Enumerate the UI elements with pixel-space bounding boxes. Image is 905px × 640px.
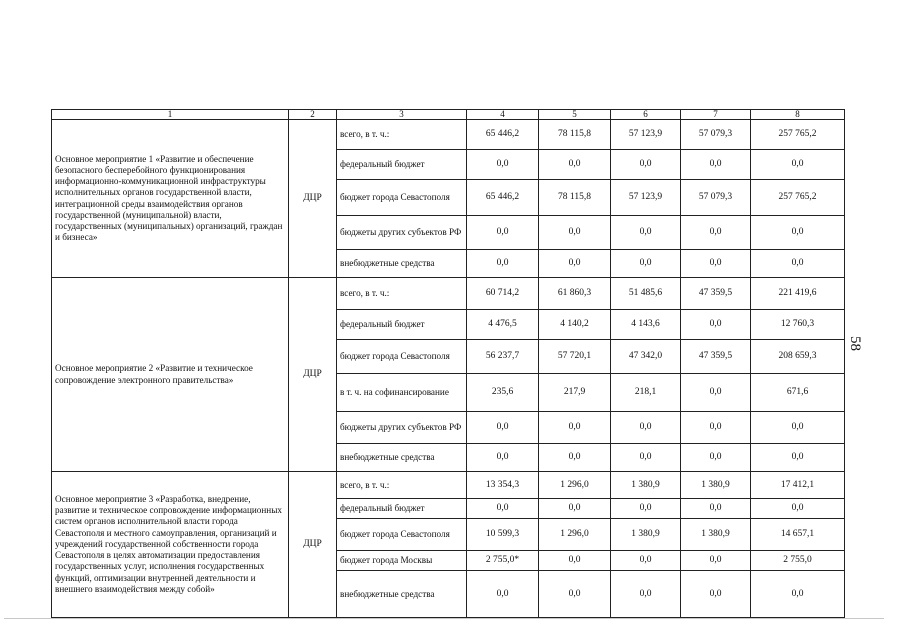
- funding-source: бюджет города Севастополя: [337, 519, 467, 551]
- value-cell: 218,1: [611, 374, 681, 412]
- value-cell: 0,0: [539, 571, 611, 618]
- value-cell: 0,0: [751, 499, 845, 519]
- value-cell: 208 659,3: [751, 340, 845, 374]
- funding-source: бюджет города Севастополя: [337, 180, 467, 216]
- value-cell: 0,0: [539, 150, 611, 180]
- value-cell: 0,0: [467, 499, 539, 519]
- value-cell: 0,0: [539, 444, 611, 472]
- funding-source: бюджеты других субъектов РФ: [337, 216, 467, 250]
- value-cell: 0,0: [681, 310, 751, 340]
- value-cell: 47 359,5: [681, 340, 751, 374]
- activity-name: Основное мероприятие 1 «Развитие и обеспечение безопасного бесперебойного функционирования информационно-коммуникационной инфраструктуры исполнительных органов государственной власти, интеграционной среды взаимодействия органов государственной (муниципальной) власти, государственных (муниципальных) организаций, граждан и бизнеса»: [52, 120, 289, 278]
- page-number: 58: [847, 336, 863, 351]
- activity-name: Основное мероприятие 2 «Развитие и техническое сопровождение электронного правительства»: [52, 278, 289, 472]
- executor-cell: ДЦР: [289, 278, 337, 472]
- value-cell: 56 237,7: [467, 340, 539, 374]
- value-cell: 1 380,9: [611, 472, 681, 499]
- column-number: 5: [539, 110, 611, 120]
- value-cell: 0,0: [681, 150, 751, 180]
- value-cell: 78 115,8: [539, 120, 611, 150]
- value-cell: 0,0: [611, 250, 681, 278]
- column-number: 7: [681, 110, 751, 120]
- value-cell: 12 760,3: [751, 310, 845, 340]
- value-cell: 0,0: [681, 551, 751, 571]
- value-cell: 0,0: [751, 444, 845, 472]
- funding-source: всего, в т. ч.:: [337, 120, 467, 150]
- budget-table-page: [51, 109, 845, 618]
- value-cell: 47 359,5: [681, 278, 751, 310]
- table-row: [52, 278, 845, 310]
- column-number: 2: [289, 110, 337, 120]
- budget-table: [51, 109, 845, 618]
- value-cell: 57 079,3: [681, 120, 751, 150]
- value-cell: 57 079,3: [681, 180, 751, 216]
- value-cell: 0,0: [539, 412, 611, 444]
- value-cell: 1 380,9: [611, 519, 681, 551]
- value-cell: 0,0: [467, 216, 539, 250]
- value-cell: 0,0: [539, 551, 611, 571]
- value-cell: 0,0: [681, 412, 751, 444]
- value-cell: 0,0: [681, 374, 751, 412]
- funding-source: всего, в т. ч.:: [337, 472, 467, 499]
- value-cell: 13 354,3: [467, 472, 539, 499]
- value-cell: 51 485,6: [611, 278, 681, 310]
- funding-source: внебюджетные средства: [337, 250, 467, 278]
- value-cell: 2 755,0: [751, 551, 845, 571]
- column-number: 4: [467, 110, 539, 120]
- value-cell: 217,9: [539, 374, 611, 412]
- value-cell: 14 657,1: [751, 519, 845, 551]
- value-cell: 0,0: [467, 412, 539, 444]
- executor-cell: ДЦР: [289, 472, 337, 618]
- table-row: [52, 120, 845, 150]
- column-number: 8: [751, 110, 845, 120]
- value-cell: 257 765,2: [751, 120, 845, 150]
- funding-source: федеральный бюджет: [337, 150, 467, 180]
- value-cell: 0,0: [681, 444, 751, 472]
- value-cell: 0,0: [467, 444, 539, 472]
- value-cell: 0,0: [539, 216, 611, 250]
- column-number: 3: [337, 110, 467, 120]
- value-cell: 0,0: [681, 250, 751, 278]
- table-body: [52, 120, 845, 618]
- value-cell: 4 140,2: [539, 310, 611, 340]
- value-cell: 0,0: [751, 412, 845, 444]
- value-cell: 0,0: [611, 412, 681, 444]
- value-cell: 1 380,9: [681, 519, 751, 551]
- value-cell: 0,0: [681, 216, 751, 250]
- value-cell: 57 720,1: [539, 340, 611, 374]
- value-cell: 78 115,8: [539, 180, 611, 216]
- column-number: 1: [52, 110, 289, 120]
- value-cell: 4 143,6: [611, 310, 681, 340]
- value-cell: 60 714,2: [467, 278, 539, 310]
- funding-source: федеральный бюджет: [337, 499, 467, 519]
- column-number-row: [52, 110, 845, 120]
- funding-source: бюджет города Москвы: [337, 551, 467, 571]
- page-edge-line: [4, 618, 884, 619]
- value-cell: 0,0: [539, 499, 611, 519]
- funding-source: бюджеты других субъектов РФ: [337, 412, 467, 444]
- value-cell: 1 296,0: [539, 472, 611, 499]
- value-cell: 0,0: [467, 571, 539, 618]
- value-cell: 235,6: [467, 374, 539, 412]
- column-number: 6: [611, 110, 681, 120]
- value-cell: 0,0: [751, 150, 845, 180]
- activity-name: Основное мероприятие 3 «Разработка, внедрение, развитие и техническое сопровождение информационных систем органов исполнительной власти города Севастополя и местного самоуправления, организаций и учреждений государственной собственности города Севастополя в целях автоматизации предоставления государственных услуг, исполнения государственных функций, оптимизации внутренней деятельности и внешнего взаимодействия между собой»: [52, 472, 289, 618]
- value-cell: 0,0: [467, 250, 539, 278]
- value-cell: 0,0: [751, 250, 845, 278]
- value-cell: 0,0: [751, 216, 845, 250]
- value-cell: 61 860,3: [539, 278, 611, 310]
- value-cell: 0,0: [681, 499, 751, 519]
- value-cell: 0,0: [611, 551, 681, 571]
- funding-source: внебюджетные средства: [337, 571, 467, 618]
- value-cell: 57 123,9: [611, 180, 681, 216]
- value-cell: 10 599,3: [467, 519, 539, 551]
- funding-source: всего, в т. ч.:: [337, 278, 467, 310]
- value-cell: 65 446,2: [467, 120, 539, 150]
- value-cell: 257 765,2: [751, 180, 845, 216]
- value-cell: 0,0: [539, 250, 611, 278]
- value-cell: 0,0: [751, 571, 845, 618]
- value-cell: 17 412,1: [751, 472, 845, 499]
- funding-source: федеральный бюджет: [337, 310, 467, 340]
- value-cell: 0,0: [611, 571, 681, 618]
- executor-cell: ДЦР: [289, 120, 337, 278]
- value-cell: 0,0: [611, 150, 681, 180]
- value-cell: 47 342,0: [611, 340, 681, 374]
- value-cell: 4 476,5: [467, 310, 539, 340]
- value-cell: 0,0: [611, 216, 681, 250]
- value-cell: 0,0: [681, 571, 751, 618]
- value-cell: 65 446,2: [467, 180, 539, 216]
- value-cell: 2 755,0*: [467, 551, 539, 571]
- funding-source: бюджет города Севастополя: [337, 340, 467, 374]
- value-cell: 1 380,9: [681, 472, 751, 499]
- value-cell: 0,0: [611, 444, 681, 472]
- value-cell: 671,6: [751, 374, 845, 412]
- funding-source: в т. ч. на софинансирование: [337, 374, 467, 412]
- value-cell: 221 419,6: [751, 278, 845, 310]
- value-cell: 57 123,9: [611, 120, 681, 150]
- value-cell: 0,0: [611, 499, 681, 519]
- value-cell: 1 296,0: [539, 519, 611, 551]
- table-row: [52, 472, 845, 499]
- funding-source: внебюджетные средства: [337, 444, 467, 472]
- value-cell: 0,0: [467, 150, 539, 180]
